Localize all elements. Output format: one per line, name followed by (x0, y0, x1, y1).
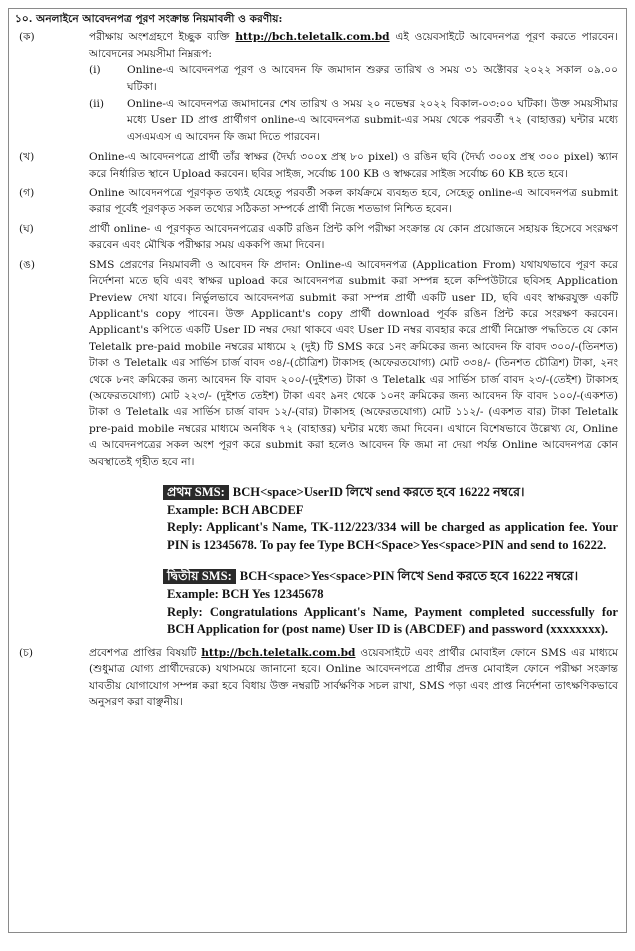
item-umo-text: SMS প্রেরণের নিয়মাবলী ও আবেদন ফি প্রদান: Online-এ আবেদনপত্র (Application From) যথাযথভাবে পূরণ করে নির্দেশনা মতে ছবি এবং স্বাক্ষর upload করে আবেদনপত্র submit করা সম্পন্ন হলে কম্পিউটারে ছবিসহ Application Preview দেখা যাবে। নির্ভুলভাবে আবেদনপত্র submit করা সম্পন্ন প্রার্থী একটি user ID, ছবি এবং স্বাক্ষরযুক্ত একটি Applicant's copy পাবেন। উক্ত Applicant's copy প্রার্থী download পূর্বক রঙিন প্রিন্ট করে সংরক্ষণ করবেন। Applicant's কপিতে একটি User ID নম্বর দেয়া থাকবে এবং User ID নম্বর ব্যবহার করে প্রার্থী নিম্নোক্ত পদ্ধতিতে যে কোন Teletalk pre-paid mobile নম্বরের মাধ্যমে ২ (দুই) টি SMS করে ১নং ক্রমিকের জন্য আবেদন ফি বাবদ ৩০০/-(তিনশত) টাকা ও Teletalk এর সার্ভিস চার্জ বাবদ ৩৪/-(চৌত্রিশ) টাকাসহ (অফেরতযোগ্য) মোট ৩৩৪/- (তিনশত চৌত্রিশ) টাকা, ২নং থেকে ৮নং ক্রমিকের জন্য আবেদন ফি বাবদ ২০০/-(দুইশত) টাকা ও Teletalk এর সার্ভিস চার্জ বাবদ ২৩/-(তেইশ) টাকাসহ (অফেরতযোগ্য) মোট ২২৩/- (দুইশত তেইশ) টাকা এবং ৯নং থেকে ১০নং ক্রমিকের জন্য আবেদন ফি বাবদ ১০০/-(একশত) টাকা ও Teletalk এর সার্ভিস চার্জ বাবদ ১২/-(বার) টাকাসহ (অফেরতযোগ্য) মোট ১১২/- (একশত বার) টাকা Teletalk pre-paid mobile নম্বরের মাধ্যমে অনধিক ৭২ (বাহাত্তর) ঘন্টার মধ্যে জমা দিবেন। এখানে বিশেষভাবে উল্লেখ্য যে, Online এ আবেদনপত্রের সকল অংশ পূরণ করে submit করা হলেও আবেদন ফি জমা না দেয়া পর্যন্ত Online আবেদনপত্র কোন অবস্থাতেই গৃহীত হবে না। (89, 258, 618, 468)
sms-second-instruction: BCH<space>Yes<space>PIN লিখে Send করতে হবে 16222 নম্বরে। (239, 569, 579, 584)
sms-second-block (163, 568, 618, 638)
item-ka-post: এই ওয়েবসাইটে আবেদনপত্র পূরণ করতে পারবেন। আবেদনের সময়সীমা নিম্নরূপ: (89, 31, 618, 60)
sms-first-reply: Reply: Applicant's Name, TK-112/223/334 will be charged as application fee. Your PIN is 12345678. To pay fee Type BCH<Space>Yes<space>PIN and send to 16222. (167, 520, 618, 552)
item-gha-number: (ঘ) (19, 222, 34, 235)
item-cha-pre: প্রবেশপত্র প্রাপ্তির বিষয়টি (89, 646, 197, 659)
sms-second-reply: Reply: Congratulations Applicant's Name, Payment completed successfully for BCH Application for (post name) User ID is (ABCDEF) and password (xxxxxxxx). (167, 604, 618, 637)
subitem-ii-text: Online-এ আবেদনপত্র জমাদানের শেষ তারিখ ও সময় ২০ নভেম্বর ২০২২ বিকাল-০৩:০০ ঘটিকা। উক্ত সময়সীমার মধ্যে User ID প্রাপ্ত প্রার্থীগণ online-এ আবেদনপত্র submit-এর সময় থেকে পরবর্তী ৭২ (বাহাত্তর) ঘন্টার মধ্যে এসএমএস এ আবেদন ফি জমা দিতে পারবেন। (127, 98, 618, 143)
subitem-i-text: Online-এ আবেদনপত্র পূরণ ও আবেদন ফি জমাদান শুরুর তারিখ ও সময় ৩১ অক্টোবর ২০২২ সকাল ০৯.০০ ঘটিকা। (127, 64, 618, 93)
item-ka (15, 29, 618, 146)
item-ga-number: (গ) (19, 187, 35, 200)
item-cha-post: ওয়েবসাইটে এবং প্রার্থীর মোবাইল ফোনে SMS এর মাধ্যমে (শুধুমাত্র যোগ্য প্রার্থীদেরকে) যথাসময়ে জানানো হবে। Online আবেদনপত্রে প্রার্থীর প্রদত্ত মোবাইল ফোনে পরীক্ষা সংক্রান্ত যাবতীয় যোগাযোগ সম্পন্ন করা হবে বিধায় উক্ত নম্বরটি সার্বক্ষণিক সচল রাখা, SMS পড়া এবং প্রাপ্ত নির্দেশনা তাৎক্ষণিকভাবে অনুসরণ করা বাঞ্ছনীয়। (89, 646, 618, 708)
item-umo (15, 257, 618, 470)
sms-second-line (163, 568, 618, 586)
subitem-i-number: (i) (89, 64, 101, 77)
document-page (8, 8, 627, 933)
bch-website-link[interactable]: http://bch.teletalk.com.bd (235, 31, 390, 44)
item-gha (15, 221, 618, 254)
sms-first-example: Example: BCH ABCDEF (167, 502, 304, 517)
sms-first-instruction: BCH<space>UserID লিখে send করতে হবে 16222 নম্বরে। (232, 484, 525, 499)
sms-first-tag: প্রথম SMS: (163, 485, 229, 500)
item-gha-text: প্রার্থী online- এ পূরণকৃত আবেদনপত্রের একটি রঙিন প্রিন্ট কপি পরীক্ষা সংক্রান্ত যে কোন প্রয়োজনে সহায়ক হিসেবে সংরক্ষণ করবেন এবং মৌখিক পরীক্ষার সময় এককপি জমা দিবেন। (89, 222, 618, 252)
subitem-i (89, 62, 618, 95)
item-cha (15, 645, 618, 711)
item-ka-pre: পরীক্ষায় অংশগ্রহণে ইচ্ছুক ব্যক্তি (89, 31, 230, 44)
section-heading: ১০. অনলাইনে আবেদনপত্র পূরণ সংক্রান্ত নিয়মাবলী ও করণীয়: (15, 13, 283, 25)
item-ka-number: (ক) (19, 31, 35, 44)
sms-second-tag: দ্বিতীয় SMS: (163, 569, 236, 584)
item-cha-body (89, 645, 618, 711)
subitem-ii-number: (ii) (89, 98, 105, 111)
item-ga (15, 185, 618, 218)
item-ka-body (89, 29, 618, 146)
item-kha-number: (খ) (19, 151, 35, 164)
item-kha-text: Online-এ আবেদনপত্রে প্রার্থী তাঁর স্বাক্ষর (দৈর্ঘ্য ৩০০x প্রস্থ ৮০ pixel) ও রঙিন ছবি (দৈর্ঘ্য ৩০০x প্রস্থ ৩০০ pixel) স্ক্যান করে নির্ধারিত স্থানে Upload করবেন। ছবির সাইজ, সর্বোচ্চ 100 KB ও স্বাক্ষরের সাইজ সর্বোচ্চ 60 KB হতে হবে। (89, 151, 618, 180)
subitem-ii (89, 96, 618, 145)
sms-second-example: Example: BCH Yes 12345678 (167, 586, 324, 601)
bch-website-link-2[interactable]: http://bch.teletalk.com.bd (201, 646, 356, 659)
sms-first-block (163, 484, 618, 554)
item-kha (15, 149, 618, 182)
item-umo-number: (ঙ) (19, 258, 36, 271)
sms-first-line (163, 484, 618, 502)
item-ga-text: Online আবেদনপত্রে পূরণকৃত তথ্যই যেহেতু পরবর্তী সকল কার্যক্রমে ব্যবহৃত হবে, সেহেতু online-এ আবেদনপত্র submit করার পূর্বেই পূরণকৃত সকল তথ্যের সঠিকতা সম্পর্কে প্রার্থী নিজে শতভাগ নিশ্চিত হবেন। (89, 187, 618, 216)
item-cha-number: (চ) (19, 646, 33, 659)
